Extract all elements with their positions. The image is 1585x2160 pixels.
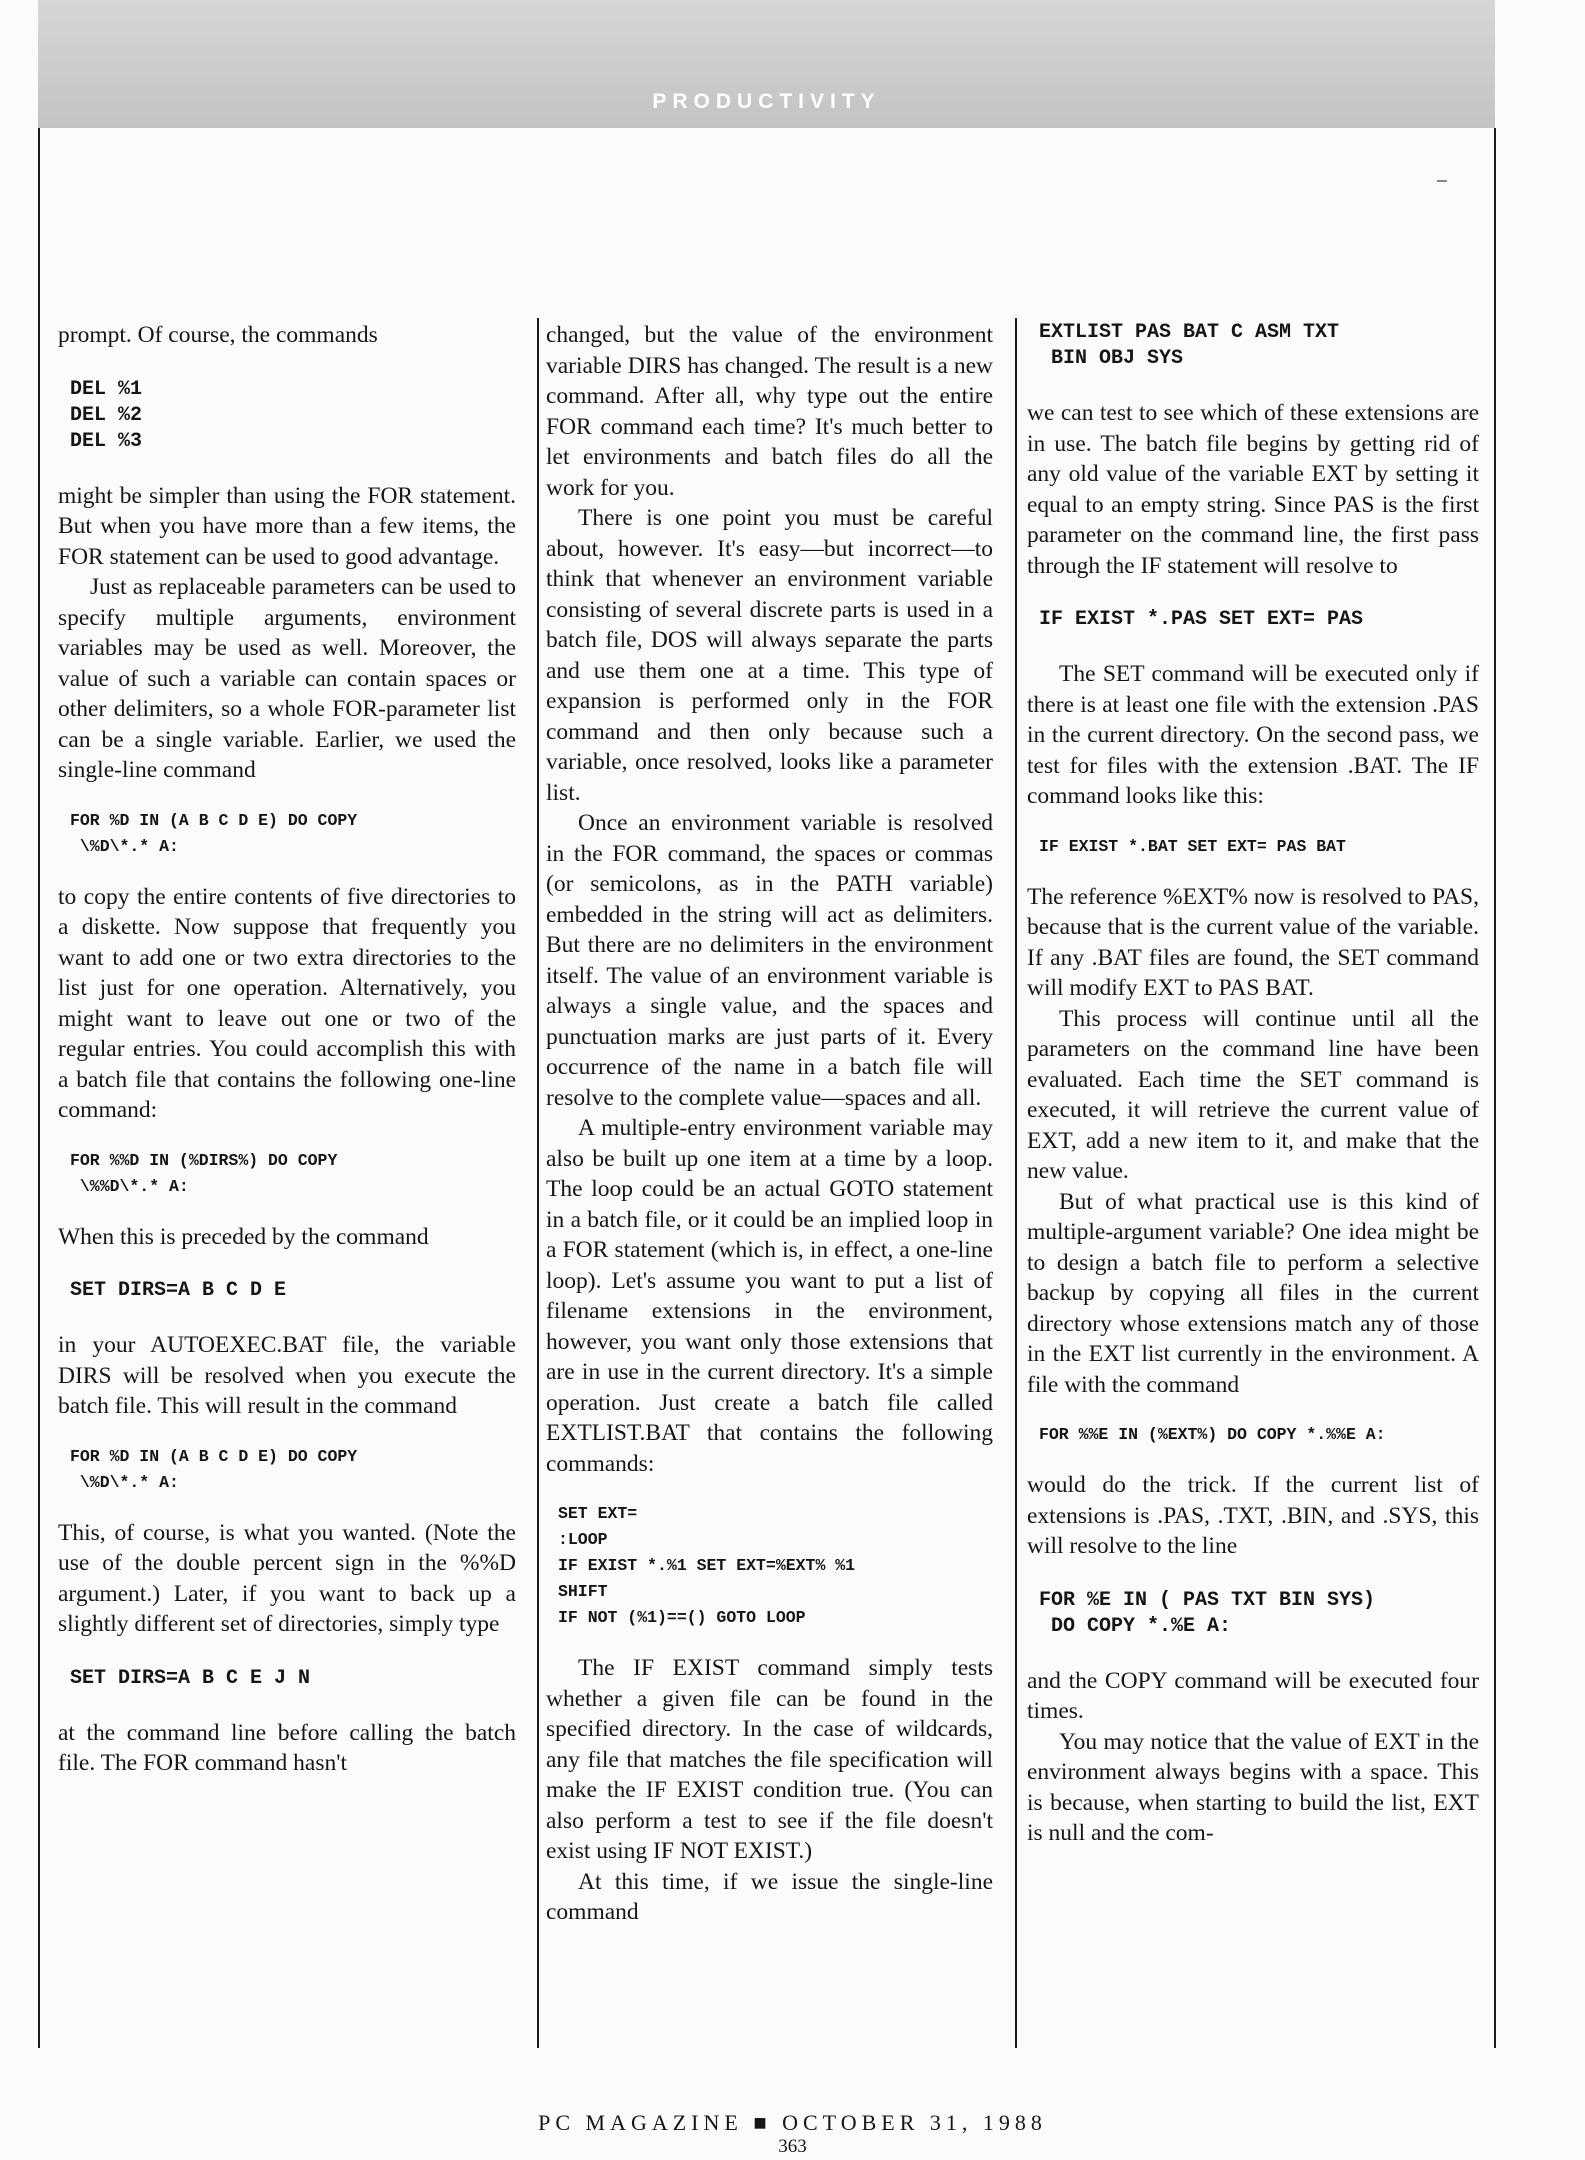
paragraph: The IF EXIST command simply tests whether a given file can be found in the specified directory. In the case of wildcards, any file that matches the file specification will make the IF EXIST condition true. (You can also perform a test to see if the file doesn't exist using IF NOT EXIST.) [546, 1655, 993, 1864]
code-listing: FOR %%E IN (%EXT%) DO COPY *.%%E A: [1039, 1425, 1386, 1444]
code-listing: SET DIRS=A B C D E [70, 1279, 287, 1302]
paragraph: This, of course, is what you wanted. (Note the use of the double percent sign in the %%D argument.) Later, if you want to back up a slightly different set of directories, simply type [58, 1519, 516, 1637]
paragraph: might be simpler than using the FOR statement. But when you have more than a few items, the FOR statement can be used to good advantage. [58, 482, 516, 570]
paragraph: would do the trick. If the current list of extensions is .PAS, .TXT, .BIN, and .SYS, this will resolve to the line [1027, 1472, 1479, 1559]
code-listing: FOR %D IN (A B C D E) DO COPY \%D\*.* A: [70, 1446, 358, 1492]
header-band [38, 0, 1495, 128]
code-listing: SET EXT= :LOOP IF EXIST *.%1 SET EXT=%EXT% %1 SHIFT IF NOT (%1)==() GOTO LOOP [558, 1504, 856, 1627]
column-divider-1 [537, 318, 539, 2048]
code-listing: FOR %D IN (A B C D E) DO COPY \%D\*.* A: [70, 810, 358, 856]
article-column-2 [546, 320, 993, 1928]
paragraph: and the COPY command will be executed four times. [1027, 1667, 1479, 1724]
article-column-1 [58, 320, 516, 1779]
page-number: 363 [778, 2136, 807, 2157]
paragraph: Once an environment variable is resolved in the FOR command, the spaces or commas (or semicolons, as in the PATH variable) embedded in the string will act as delimiters. But there are no delimiters in the environment itself. The value of an environment variable is always a single value, and the spaces and punctuation marks are just parts of it. Every occurrence of the name in a batch file will resolve to the complete value—spaces and all. [546, 810, 993, 1111]
left-border-rule [38, 128, 40, 2048]
paragraph: At this time, if we issue the single-line command [546, 1868, 993, 1925]
paragraph: But of what practical use is this kind of multiple-argument variable? One idea might be to design a batch file to perform a selective backup by copying all files in the current directory whose extensions match any of those in the EXT list currently in the environment. A file with the command [1027, 1188, 1479, 1398]
paragraph: we can test to see which of these extensions are in use. The batch file begins by getting rid of any old value of the variable EXT by setting it equal to an empty string. Since PAS is the first parameter on the command line, the first pass through the IF statement will resolve to [1027, 400, 1479, 579]
code-listing: DEL %1 DEL %2 DEL %3 [70, 377, 143, 453]
code-listing: IF EXIST *.PAS SET EXT= PAS [1039, 608, 1364, 631]
paragraph: This process will continue until all the parameters on the command line have been evaluated. Each time the SET command is executed, it will retrieve the current value of EXT, add a new item to it, and make that the new value. [1027, 1005, 1479, 1184]
code-listing: IF EXIST *.BAT SET EXT= PAS BAT [1039, 836, 1346, 856]
paragraph: prompt. Of course, the commands [58, 322, 378, 348]
paragraph: The reference %EXT% now is resolved to PAS, because that is the current value of the variable. If any .BAT files are found, the SET command will modify EXT to PAS BAT. [1027, 883, 1479, 1001]
footer-magazine-line: PC MAGAZINE ■ OCTOBER 31, 1988 [538, 2110, 1047, 2135]
paragraph: A multiple-entry environment variable may also be built up one item at a time by a loop. The loop could be an actual GOTO statement in a batch file, or it could be an implied loop in a FOR statement (which is, in effect, a one-line loop). Let's assume you want to put a list of filename extensions in the environment, however, you want only those extensions that are in use in the current directory. It's a simple operation. Just create a batch file called EXTLIST.BAT that contains the following commands: [546, 1115, 993, 1477]
paragraph: You may notice that the value of EXT in the environment always begins with a space. This is because, when starting to build the list, EXT is null and the com- [1027, 1728, 1479, 1846]
code-listing: FOR %%D IN (%DIRS%) DO COPY \%%D\*.* A: [70, 1150, 338, 1196]
paragraph: to copy the entire contents of five directories to a diskette. Now suppose that frequently you want to add one or two extra directories to the list just for one operation. Alternatively, you might want to leave out one or two of the regular entries. You could accomplish this with a batch file that contains the following one-line command: [58, 883, 516, 1123]
column-divider-2 [1015, 318, 1017, 2048]
right-border-rule [1494, 128, 1496, 2048]
article-column-3 [1027, 320, 1479, 1849]
code-listing: EXTLIST PAS BAT C ASM TXT BIN OBJ SYS [1039, 321, 1340, 370]
paragraph: at the command line before calling the batch file. The FOR command hasn't [58, 1719, 516, 1776]
paragraph: There is one point you must be careful about, however. It's easy—but incorrect—to think that whenever an environment variable consisting of several discrete parts is used in a batch file, DOS will always separate the parts and use them one at a time. This type of expansion is performed only in the FOR command and then only because such a variable, once resolved, looks like a parameter list. [546, 505, 993, 806]
code-listing: FOR %E IN ( PAS TXT BIN SYS) DO COPY *.%E A: [1039, 1588, 1376, 1638]
paragraph: The SET command will be executed only if there is at least one file with the extension .PAS in the current directory. On the second pass, we test for files with the extension .BAT. The IF command looks like this: [1027, 661, 1479, 809]
paragraph: When this is preceded by the command [58, 1223, 429, 1250]
print-mark [1437, 180, 1447, 182]
paragraph: changed, but the value of the environment variable DIRS has changed. The result is a new command. After all, why type out the entire FOR command each time? It's much better to let environments and batch files do all the work for you. [546, 322, 993, 501]
section-label: PRODUCTIVITY [652, 90, 881, 113]
code-listing: SET DIRS=A B C E J N [70, 1666, 311, 1690]
paragraph: in your AUTOEXEC.BAT file, the variable DIRS will be resolved when you execute the batch file. This will result in the command [58, 1332, 516, 1419]
paragraph: Just as replaceable parameters can be used to specify multiple arguments, environment variables may be used as well. Moreover, the value of such a variable can contain spaces or other delimiters, so a whole FOR-parameter list can be a single variable. Earlier, we used the single-line command [58, 574, 516, 783]
